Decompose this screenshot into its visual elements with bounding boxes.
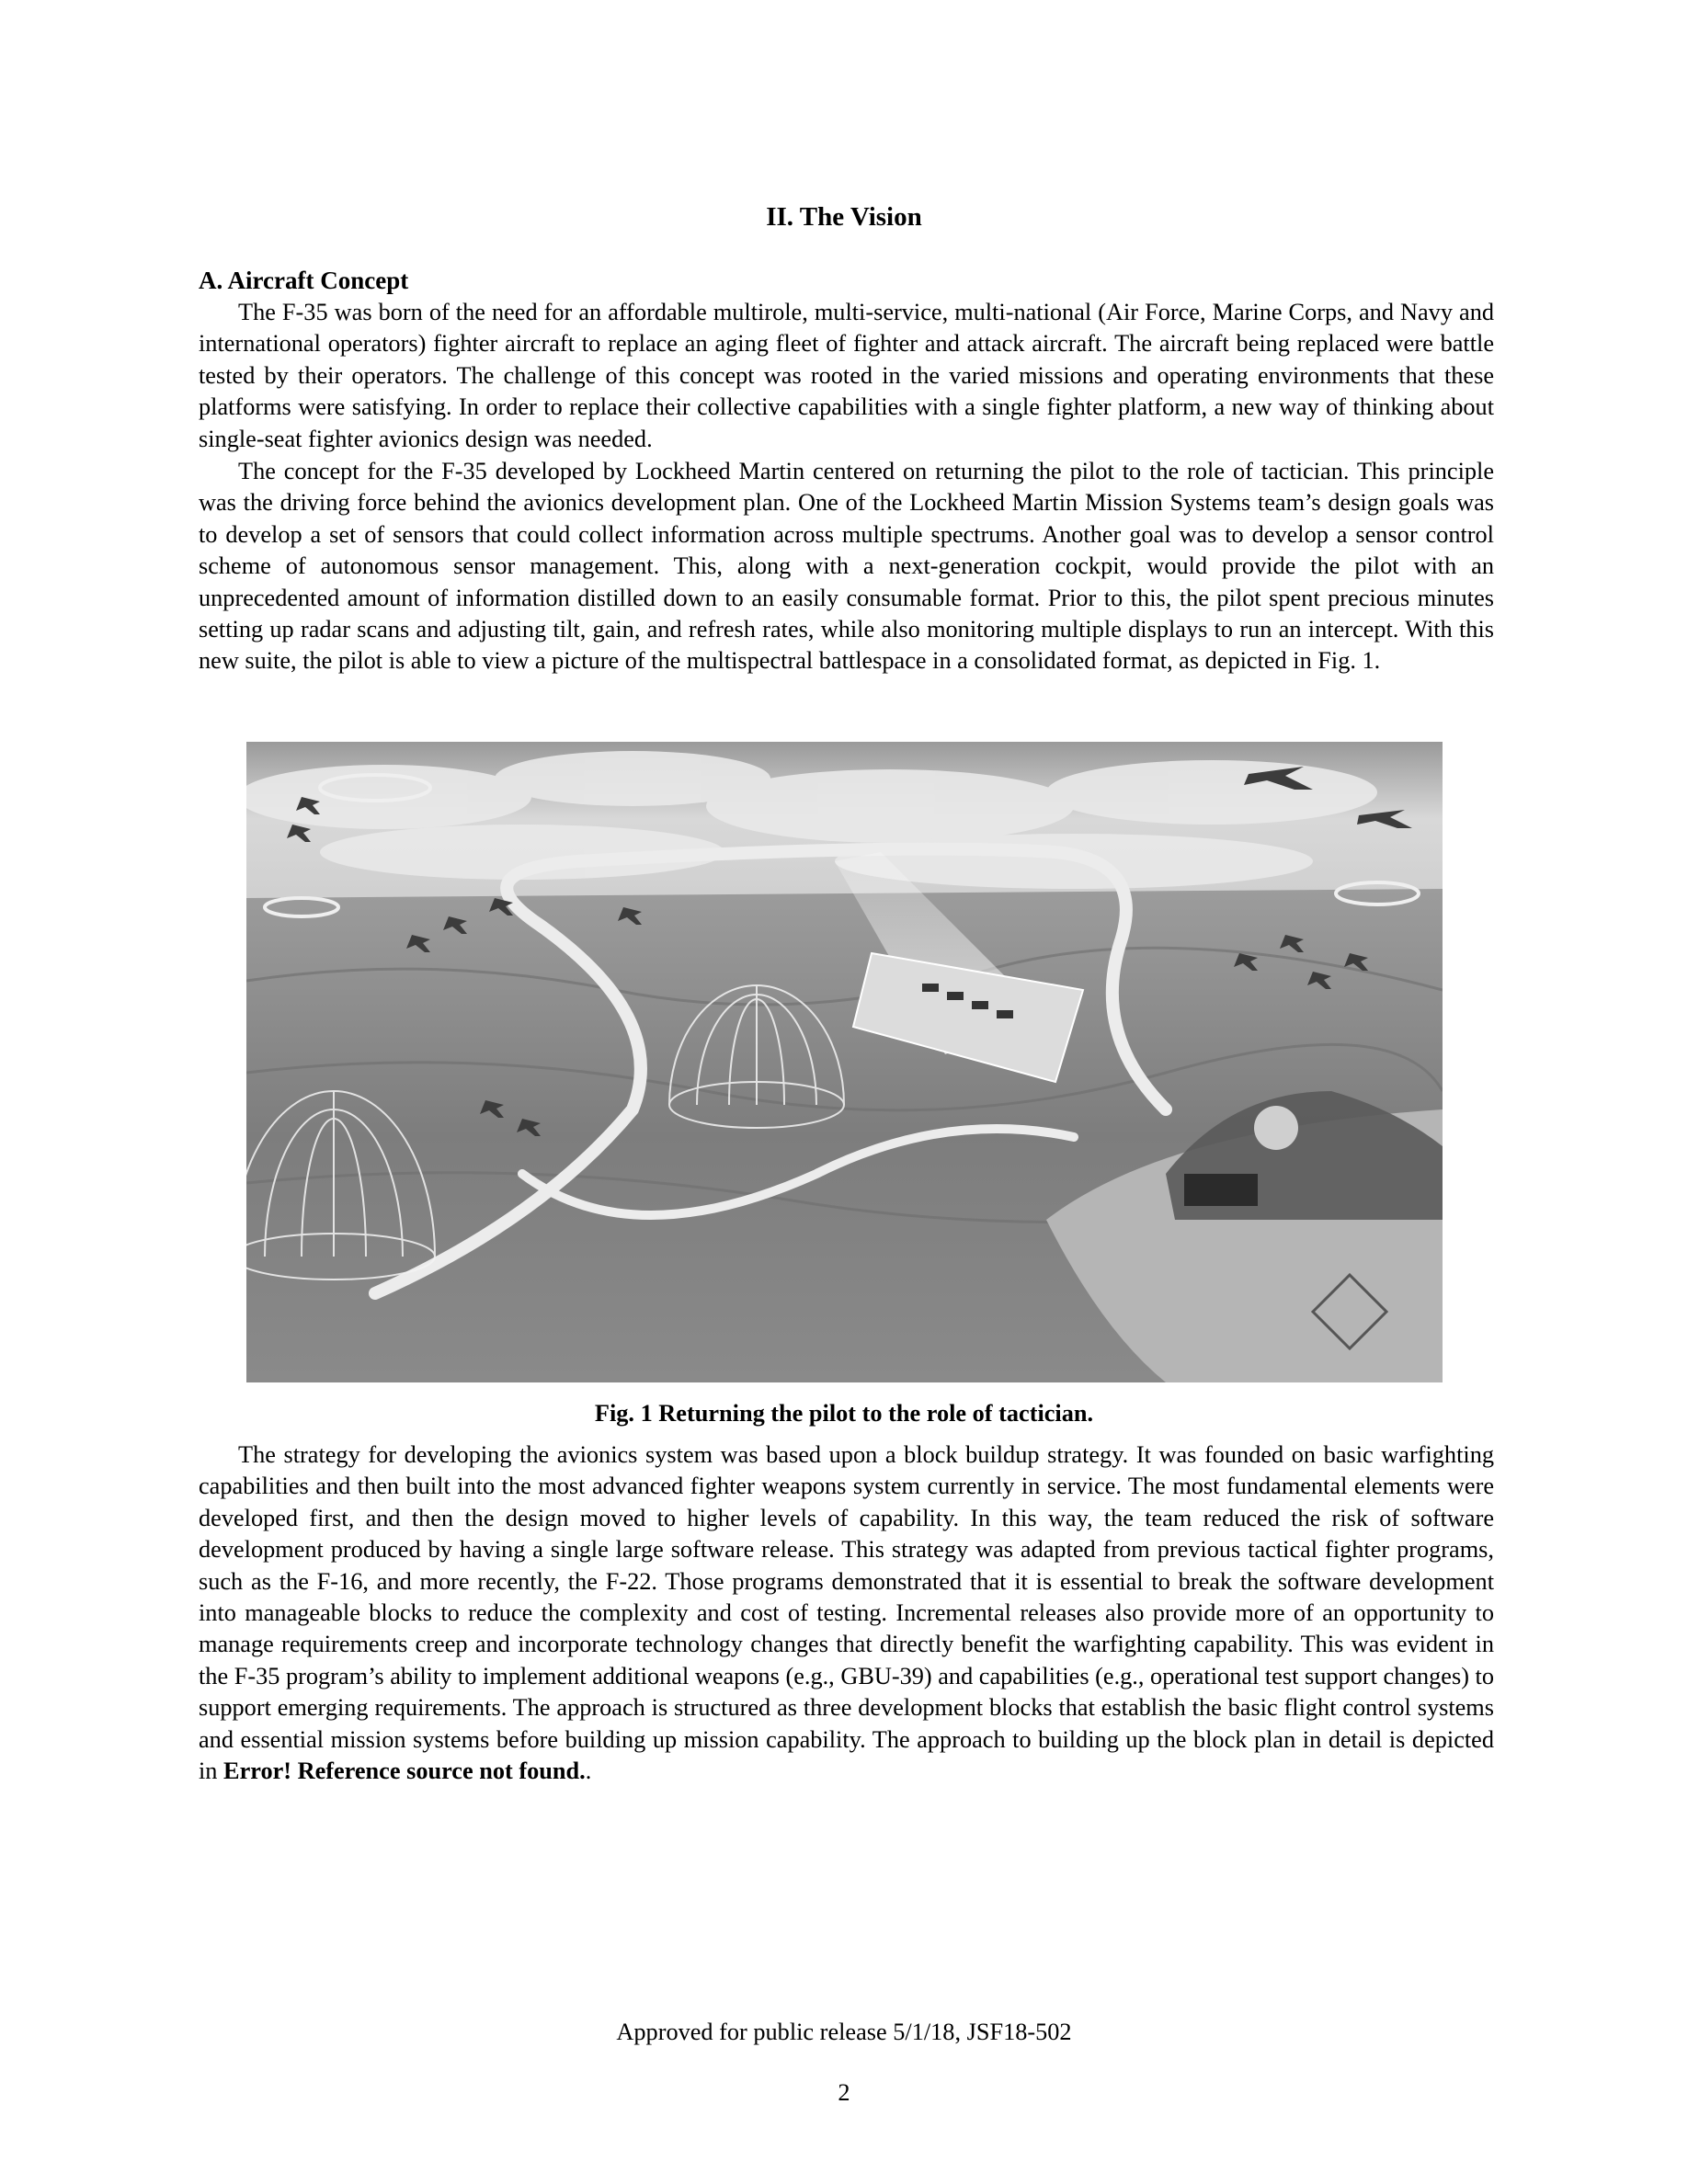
figure-caption: Fig. 1 Returning the pilot to the role of tactician. <box>594 1400 1094 1427</box>
figure-illustration <box>246 742 1443 1382</box>
subsection-title: A. Aircraft Concept <box>199 267 409 294</box>
paragraph-block-buildup <box>199 1439 1494 1787</box>
section-title: II. The Vision <box>766 202 922 232</box>
reference-error: Error! Reference source not found. <box>223 1757 586 1785</box>
release-footer: Approved for public release 5/1/18, JSF18-502 <box>616 2019 1072 2045</box>
battlespace-illustration <box>246 742 1443 1382</box>
page-number: 2 <box>838 2079 850 2106</box>
paragraph-pilot-tactician: The concept for the F-35 developed by Lockheed Martin centered on returning the pilot to the role of tactician. This principle was the driving force behind the avionics development plan. One of the Lockheed Martin Mission Systems team’s design goals was to develop a set of sensors that could collect information across multiple spectrums. Another goal was to develop a sensor control scheme of autonomous sensor management. This, along with a next-generation cockpit, would provide the pilot with an unprecedented amount of information distilled down to an easily consumable format. Prior to this, the pilot spent precious minutes setting up radar scans and adjusting tilt, gain, and refresh rates, while also monitoring multiple displays to run an intercept. With this new suite, the pilot is able to view a picture of the multispectral battlespace in a consolidated format, as depicted in Fig. 1. <box>199 458 1494 675</box>
paragraph-block-buildup-end: . <box>585 1757 592 1785</box>
paragraph-aircraft-concept: The F-35 was born of the need for an affordable multirole, multi-service, multi-national (Air Force, Marine Corps, and Navy and international operators) fighter aircraft to replace an aging fleet of fighter and attack aircraft. The aircraft being replaced were battle tested by their operators. The challenge of this concept was rooted in the varied missions and operating environments that these platforms were satisfying. In order to replace their collective capabilities with a single fighter platform, a new way of thinking about single-seat fighter avionics design was needed. <box>199 299 1494 452</box>
paragraph-block-buildup-text: The strategy for developing the avionics system was based upon a block buildup strategy. It was founded on basic warfighting capabilities and then built into the most advanced fighter weapons system currently in service. The most fundamental elements were developed first, and then the design moved to higher levels of capability. In this way, the team reduced the risk of software development produced by having a single large software release. This strategy was adapted from previous tactical fighter programs, such as the F-16, and more recently, the F-22. Those programs demonstrated that it is essential to break the software development into manageable blocks to reduce the complexity and cost of testing. Incremental releases also provide more of an opportunity to manage requirements creep and incorporate technology changes that directly benefit the warfighting capability. This was evident in the F-35 program’s ability to implement additional weapons (e.g., GBU-39) and capabilities (e.g., operational test support changes) to support emerging requirements. The approach is structured as three development blocks that establish the basic flight control systems and essential mission systems before building up mission capability. The approach to building up the block plan in detail is depicted in <box>199 1441 1494 1785</box>
